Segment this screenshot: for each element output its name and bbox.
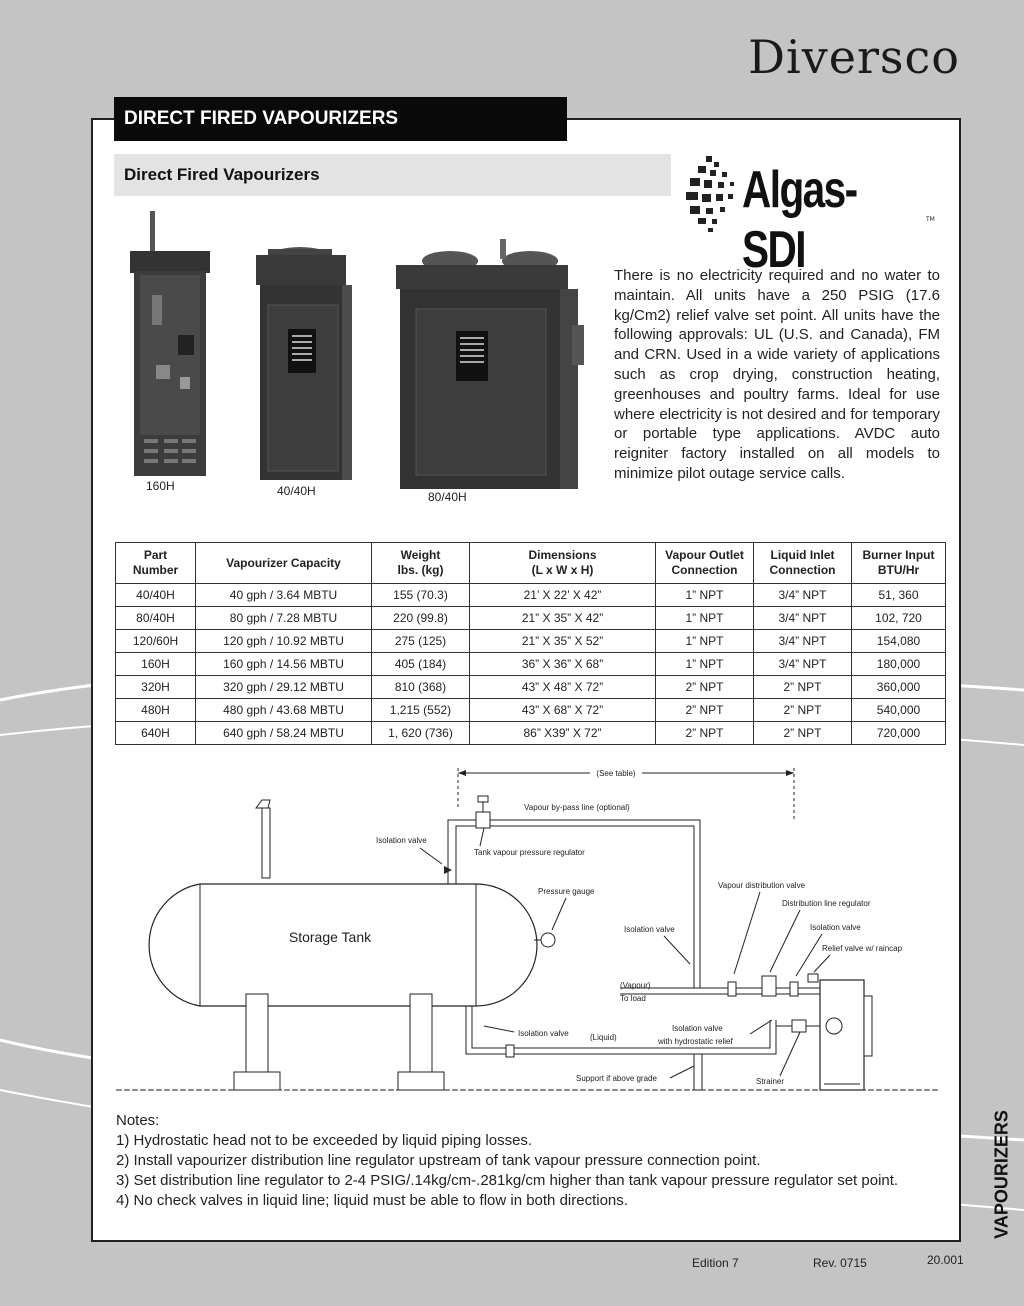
- distribution-regulator-label: Distribution line regulator: [782, 899, 871, 908]
- logo-wordmark: Algas-SDI: [742, 161, 857, 279]
- side-tab: [980, 1110, 1010, 1250]
- algas-sdi-logo: [682, 152, 942, 279]
- caption-80-40h: 80/40H: [428, 490, 467, 504]
- notes-section: [116, 1111, 898, 1211]
- table-row: 640H 640 gph / 58.24 MBTU 1, 620 (736) 86” X39” X 72” 2” NPT 2” NPT 720,000: [116, 722, 946, 745]
- note-item: 4) No check valves in liquid line; liquid must be able to flow in both directions.: [116, 1192, 628, 1209]
- table-row: 480H 480 gph / 43.68 MBTU 1,215 (552) 43” X 68” X 72” 2” NPT 2” NPT 540,000: [116, 699, 946, 722]
- hydrostatic-label-2: with hydrostatic relief: [658, 1037, 733, 1046]
- header-capacity: Vapourizer Capacity: [196, 543, 372, 584]
- vapourizer-160h-image: [130, 211, 210, 476]
- vapourizer-40-40h-image: [256, 247, 352, 480]
- bypass-label: Vapour by-pass line (optional): [524, 803, 630, 812]
- header-liquid-inlet: Liquid Inlet Connection: [754, 543, 852, 584]
- footer-page-number: 20.001: [927, 1253, 964, 1267]
- caption-40-40h: 40/40H: [277, 484, 316, 498]
- header-dimensions: Dimensions (L x W x H): [470, 543, 656, 584]
- storage-tank: [149, 884, 537, 1006]
- relief-valve-label: Relief valve w/ raincap: [822, 944, 903, 953]
- footer-revision: Rev. 0715: [813, 1256, 867, 1270]
- header-burner-input: Burner Input BTU/Hr: [852, 543, 946, 584]
- vapourizer-unit: [820, 980, 864, 1090]
- table-row: 320H 320 gph / 29.12 MBTU 810 (368) 43” X 48” X 72” 2” NPT 2” NPT 360,000: [116, 676, 946, 699]
- page-title: DIRECT FIRED VAPOURIZERS: [114, 97, 567, 141]
- installation-diagram: [100, 760, 950, 1105]
- strainer-label: Strainer: [756, 1077, 785, 1086]
- note-item: 3) Set distribution line regulator to 2-4 PSIG/.14kg/cm-.281kg/cm higher than tank vapour pressure regulator set point.: [116, 1172, 899, 1189]
- table-row: 160H 160 gph / 14.56 MBTU 405 (184) 36” X 36” X 68” 1” NPT 3/4” NPT 180,000: [116, 653, 946, 676]
- section-title: Direct Fired Vapourizers: [114, 154, 671, 196]
- table-row: 80/40H 80 gph / 7.28 MBTU 220 (99.8) 21” X 35” X 42” 1” NPT 3/4” NPT 102, 720: [116, 607, 946, 630]
- side-tab-label: VAPOURIZERS: [991, 1110, 1012, 1239]
- note-item: 1) Hydrostatic head not to be exceeded by liquid piping losses.: [116, 1132, 533, 1149]
- caption-160h: 160H: [146, 479, 175, 493]
- table-header-row: [116, 543, 946, 584]
- storage-tank-label: Storage Tank: [288, 929, 372, 945]
- isolation-valve-top-label: Isolation valve: [376, 836, 427, 845]
- note-item: 2) Install vapourizer distribution line regulator upstream of tank vapour pressure connection point.: [116, 1152, 761, 1169]
- specification-table: [115, 542, 946, 745]
- product-description: There is no electricity required and no water to maintain. All units have a 250 PSIG (17.6 kg/Cm2) relief valve set point. All units have the following approvals: UL (U.S. and Canada), FM and CRN. Used in a wide variety of applications such as crop drying, construction heating, greenhouses and poultry farms. Ideal for use where electricity is not desired and for temporary or portable type applications. AVDC auto reigniter factory installed on all models to minimize pilot outage service calls.: [614, 267, 940, 482]
- pressure-gauge-label: Pressure gauge: [538, 887, 595, 896]
- header-vapour-outlet: Vapour Outlet Connection: [656, 543, 754, 584]
- brand-logo: Diversco: [748, 30, 960, 84]
- vapour-to-load-label-1: (Vapour): [620, 981, 651, 990]
- footer-edition: Edition 7: [692, 1256, 739, 1270]
- header-weight: Weight lbs. (kg): [372, 543, 470, 584]
- table-row: 120/60H 120 gph / 10.92 MBTU 275 (125) 21” X 35” X 52” 1” NPT 3/4” NPT 154,080: [116, 630, 946, 653]
- isolation-valve-right-label: Isolation valve: [810, 923, 861, 932]
- support-label: Support if above grade: [576, 1074, 657, 1083]
- vapour-to-load-label-2: To load: [620, 994, 646, 1003]
- tank-regulator-label: Tank vapour pressure regulator: [474, 848, 585, 857]
- product-photos: [120, 205, 590, 495]
- pixel-globe-icon: [682, 152, 742, 236]
- isolation-valve-liquid-label: Isolation valve: [518, 1029, 569, 1038]
- vapourizer-80-40h-image: [396, 239, 584, 489]
- hydrostatic-label-1: Isolation valve: [672, 1024, 723, 1033]
- see-table-label: (See table): [596, 769, 636, 778]
- table-row: 40/40H 40 gph / 3.64 MBTU 155 (70.3) 21’ X 22’ X 42” 1” NPT 3/4” NPT 51, 360: [116, 584, 946, 607]
- notes-title: Notes:: [116, 1112, 160, 1129]
- logo-trademark: TM: [926, 216, 935, 223]
- vapour-distribution-valve-label: Vapour distribution valve: [718, 881, 806, 890]
- header-part-number: Part Number: [116, 543, 196, 584]
- isolation-valve-mid-label: Isolation valve: [624, 925, 675, 934]
- liquid-label: (Liquid): [590, 1033, 617, 1042]
